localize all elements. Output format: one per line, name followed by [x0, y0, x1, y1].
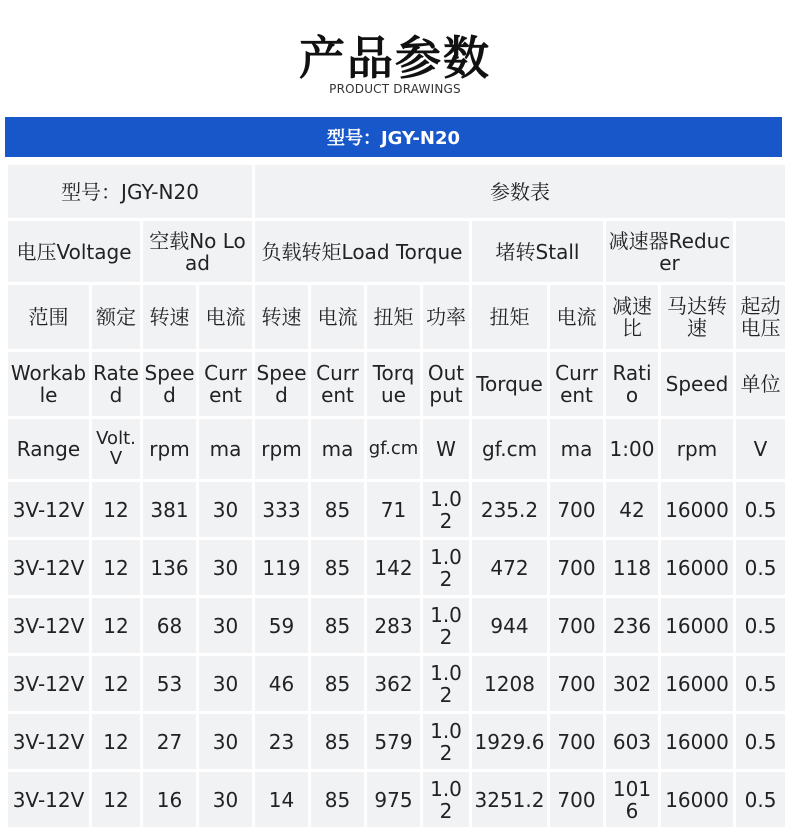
table-cell: 0.5 [736, 714, 785, 769]
col-cn: 额定 [92, 285, 140, 349]
col-en: Torque [472, 352, 547, 416]
col-en: Current [311, 352, 364, 416]
group-voltage: 电压Voltage [8, 221, 140, 282]
table-cell: 30 [199, 540, 252, 595]
col-unit: rpm [255, 419, 308, 479]
col-en: Speed [255, 352, 308, 416]
table-cell: 68 [143, 598, 196, 653]
group-blank [736, 221, 785, 282]
table-cell: 0.5 [736, 656, 785, 711]
table-cell: 3V-12V [8, 482, 89, 537]
table-cell: 1.02 [423, 540, 469, 595]
spec-table [5, 162, 788, 830]
table-cell: 30 [199, 598, 252, 653]
table-cell: 12 [92, 772, 140, 827]
table-cell: 16000 [661, 772, 733, 827]
col-unit: rpm [661, 419, 733, 479]
table-cell: 85 [311, 714, 364, 769]
table-row [8, 540, 785, 595]
col-unit: ma [550, 419, 603, 479]
table-cell: 85 [311, 772, 364, 827]
table-cell: 700 [550, 656, 603, 711]
table-cell: 42 [606, 482, 658, 537]
table-cell: 30 [199, 772, 252, 827]
col-cn: 范围 [8, 285, 89, 349]
table-cell: 85 [311, 540, 364, 595]
col-en: Rated [92, 352, 140, 416]
table-cell: 700 [550, 598, 603, 653]
col-unit: ma [199, 419, 252, 479]
col-cn: 电流 [199, 285, 252, 349]
table-cell: 3251.2 [472, 772, 547, 827]
table-row [8, 772, 785, 827]
table-cell: 12 [92, 540, 140, 595]
page-subtitle: PRODUCT DRAWINGS [329, 82, 461, 96]
table-cell: 23 [255, 714, 308, 769]
col-cn: 功率 [423, 285, 469, 349]
col-en: Workable [8, 352, 89, 416]
table-cell: 85 [311, 598, 364, 653]
col-unit: 1:00 [606, 419, 658, 479]
col-unit: ma [311, 419, 364, 479]
col-unit: Range [8, 419, 89, 479]
col-unit: rpm [143, 419, 196, 479]
table-header-row-unit [8, 419, 785, 479]
table-cell: 119 [255, 540, 308, 595]
group-no-load: 空载No Load [143, 221, 252, 282]
table-cell: 1.02 [423, 772, 469, 827]
table-cell: 16000 [661, 598, 733, 653]
table-cell: 27 [143, 714, 196, 769]
table-cell: 30 [199, 482, 252, 537]
table-cell: 975 [367, 772, 420, 827]
table-header-row-en [8, 352, 785, 416]
table-cell: 236 [606, 598, 658, 653]
table-cell: 3V-12V [8, 598, 89, 653]
table-cell: 85 [311, 482, 364, 537]
col-cn: 起动电压 [736, 285, 785, 349]
table-cell: 12 [92, 714, 140, 769]
table-cell: 0.5 [736, 598, 785, 653]
table-cell: 53 [143, 656, 196, 711]
table-cell: 12 [92, 656, 140, 711]
table-cell: 0.5 [736, 540, 785, 595]
model-banner: 型号：JGY-N20 [5, 117, 782, 157]
table-cell: 71 [367, 482, 420, 537]
table-cell: 12 [92, 598, 140, 653]
table-cell: 12 [92, 482, 140, 537]
table-header-row-2 [8, 221, 785, 282]
table-cell: 118 [606, 540, 658, 595]
table-cell: 472 [472, 540, 547, 595]
col-unit: W [423, 419, 469, 479]
table-cell: 700 [550, 772, 603, 827]
col-unit: gf.cm [367, 419, 420, 479]
table-cell: 142 [367, 540, 420, 595]
table-cell: 700 [550, 482, 603, 537]
table-cell: 3V-12V [8, 656, 89, 711]
col-en: Current [199, 352, 252, 416]
table-cell: 85 [311, 656, 364, 711]
table-cell: 700 [550, 540, 603, 595]
table-cell: 3V-12V [8, 772, 89, 827]
col-en: Output [423, 352, 469, 416]
col-en: Ratio [606, 352, 658, 416]
table-cell: 16000 [661, 714, 733, 769]
table-cell: 944 [472, 598, 547, 653]
col-cn: 减速比 [606, 285, 658, 349]
table-cell: 0.5 [736, 482, 785, 537]
table-cell: 362 [367, 656, 420, 711]
col-cn: 电流 [311, 285, 364, 349]
group-reducer: 减速器Reducer [606, 221, 733, 282]
group-load-torque: 负载转矩Load Torque [255, 221, 469, 282]
table-cell: 1929.6 [472, 714, 547, 769]
col-en: Torque [367, 352, 420, 416]
col-en: 单位 [736, 352, 785, 416]
table-cell: 333 [255, 482, 308, 537]
table-cell: 1.02 [423, 656, 469, 711]
table-cell: 136 [143, 540, 196, 595]
spec-table-container [5, 162, 782, 830]
param-table-label: 参数表 [255, 165, 785, 218]
table-cell: 700 [550, 714, 603, 769]
table-cell: 381 [143, 482, 196, 537]
table-cell: 16 [143, 772, 196, 827]
table-cell: 283 [367, 598, 420, 653]
table-cell: 30 [199, 656, 252, 711]
table-cell: 1.02 [423, 482, 469, 537]
col-en: Speed [143, 352, 196, 416]
table-cell: 59 [255, 598, 308, 653]
table-row [8, 656, 785, 711]
table-cell: 1016 [606, 772, 658, 827]
table-cell: 14 [255, 772, 308, 827]
col-cn: 扭矩 [472, 285, 547, 349]
table-header-row-cn [8, 285, 785, 349]
table-cell: 16000 [661, 482, 733, 537]
table-cell: 30 [199, 714, 252, 769]
table-cell: 235.2 [472, 482, 547, 537]
col-cn: 转速 [143, 285, 196, 349]
table-cell: 603 [606, 714, 658, 769]
group-stall: 堵转Stall [472, 221, 603, 282]
col-unit: Volt.V [92, 419, 140, 479]
table-row [8, 482, 785, 537]
table-cell: 3V-12V [8, 540, 89, 595]
col-cn: 马达转速 [661, 285, 733, 349]
col-en: Speed [661, 352, 733, 416]
table-header-row-1 [8, 165, 785, 218]
col-cn: 转速 [255, 285, 308, 349]
table-cell: 1.02 [423, 714, 469, 769]
table-cell: 16000 [661, 656, 733, 711]
table-row [8, 598, 785, 653]
col-unit: V [736, 419, 785, 479]
table-cell: 3V-12V [8, 714, 89, 769]
table-cell: 1208 [472, 656, 547, 711]
col-en: Current [550, 352, 603, 416]
table-cell: 302 [606, 656, 658, 711]
table-cell: 16000 [661, 540, 733, 595]
table-cell: 46 [255, 656, 308, 711]
page-header [0, 0, 790, 116]
table-cell: 0.5 [736, 772, 785, 827]
table-row [8, 714, 785, 769]
model-cell: 型号：JGY-N20 [8, 165, 252, 218]
col-cn: 电流 [550, 285, 603, 349]
page-title: 产品参数 [299, 31, 491, 85]
col-unit: gf.cm [472, 419, 547, 479]
table-cell: 579 [367, 714, 420, 769]
table-body [8, 482, 785, 827]
table-cell: 1.02 [423, 598, 469, 653]
col-cn: 扭矩 [367, 285, 420, 349]
